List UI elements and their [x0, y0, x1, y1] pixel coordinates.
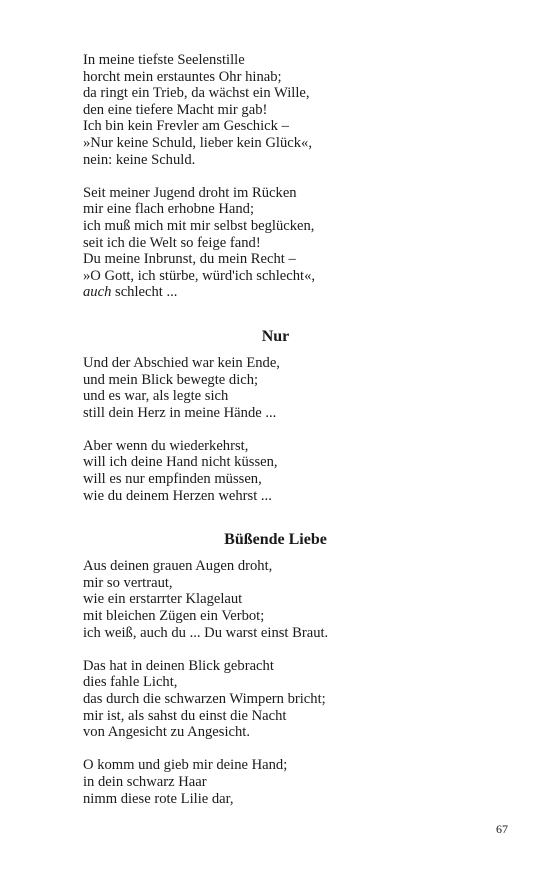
verse-line: dies fahle Licht, [83, 674, 178, 691]
verse-line: nein: keine Schuld. [83, 151, 196, 168]
verse-line: von Angesicht zu Angesicht. [83, 724, 250, 741]
verse-line: wie du deinem Herzen wehrst ... [83, 487, 272, 504]
verse-line: still dein Herz in meine Hände ... [83, 404, 277, 421]
italic-word: auch [83, 284, 112, 301]
verse-line: horcht mein erstauntes Ohr hinab; [83, 68, 282, 85]
verse-line: In meine tiefste Seelenstille [83, 52, 245, 68]
verse-line-rest: schlecht ... [111, 284, 178, 301]
poem-3 [83, 530, 468, 807]
verse-line: mir ist, als sahst du einst die Nacht [83, 707, 287, 724]
poem-1-stanza-1 [83, 52, 468, 168]
verse-line: Und der Abschied war kein Ende, [83, 354, 280, 371]
verse-line: O komm und gieb mir deine Hand; [83, 757, 288, 774]
verse-line: und es war, als legte sich [83, 388, 229, 405]
verse-line: mir eine flach erhobne Hand; [83, 201, 254, 218]
verse-line: Du meine Inbrunst, du mein Recht – [83, 251, 296, 268]
verse-line: wie ein erstarrter Klagelaut [83, 591, 243, 608]
verse-line: Das hat in deinen Blick gebracht [83, 657, 274, 674]
page-number: 67 [496, 822, 508, 836]
poem-1-stanza-2 [83, 185, 468, 301]
verse-line: Aus deinen grauen Augen droht, [83, 558, 273, 575]
verse-line-final [83, 284, 468, 301]
verse-line: mir so vertraut, [83, 574, 173, 591]
verse-line: da ringt ein Trieb, da wächst ein Wille, [83, 85, 310, 102]
poem-2-stanza-2 [83, 438, 468, 504]
verse-line: ich weiß, auch du ... Du warst einst Braut. [83, 624, 329, 641]
verse-line: in dein schwarz Haar [83, 773, 207, 790]
verse-line: »Nur keine Schuld, lieber kein Glück«, [83, 134, 312, 151]
verse-line: das durch die schwarzen Wimpern bricht; [83, 691, 326, 707]
verse-line: seit ich die Welt so feige fand! [83, 234, 261, 251]
verse-line: Aber wenn du wiederkehrst, [83, 437, 249, 454]
poem-3-stanza-2 [83, 658, 468, 741]
poem-title: Nur [261, 327, 290, 345]
poem-3-stanza-1 [83, 558, 468, 641]
poem-3-stanza-3 [83, 757, 468, 807]
verse-line: will es nur empfinden müssen, [83, 471, 262, 488]
verse-line: den eine tiefere Macht mir gab! [83, 101, 268, 118]
poem-1 [83, 52, 468, 301]
verse-line: Seit meiner Jugend droht im Rücken [83, 184, 297, 201]
poem-2 [83, 327, 468, 504]
verse-line: und mein Blick bewegte dich; [83, 371, 259, 388]
verse-line: ich muß mich mit mir selbst beglücken, [83, 217, 315, 234]
verse-line: nimm diese rote Lilie dar, [83, 790, 234, 807]
page-body [83, 52, 468, 807]
verse-line: Ich bin kein Frevler am Geschick – [83, 118, 289, 135]
poem-title: Büßende Liebe [224, 531, 327, 549]
verse-line: will ich deine Hand nicht küssen, [83, 454, 278, 471]
verse-line: mit bleichen Zügen ein Verbot; [83, 608, 265, 625]
poem-2-stanza-1 [83, 355, 468, 421]
verse-line: »O Gott, ich stürbe, würd'ich schlecht«, [83, 267, 316, 284]
